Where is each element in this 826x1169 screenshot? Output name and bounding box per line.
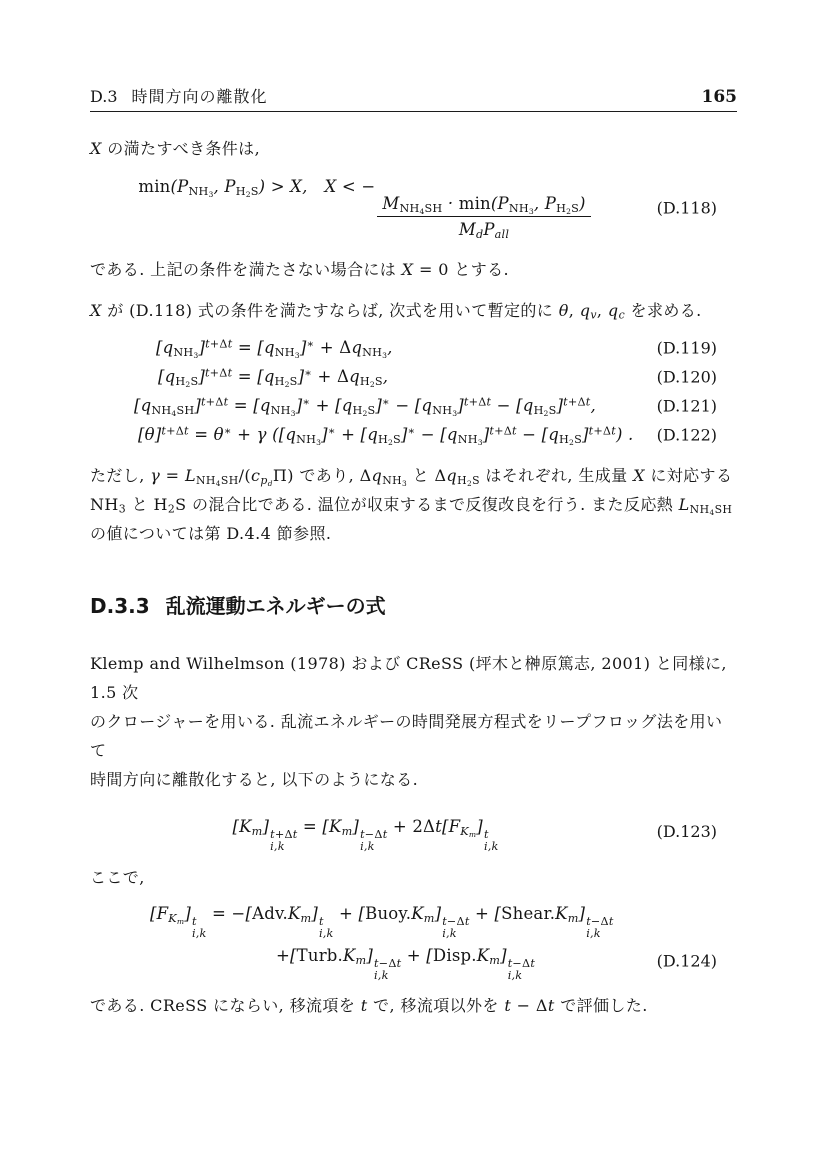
page-content (90, 0, 737, 1020)
subsection-number: D.3.3 (90, 594, 150, 619)
equation-d124-line2-body: $+[Turb.K_m]$ t−Δt i,k + $[Disp.K_m]$ t−Δt i,k (276, 945, 536, 982)
paragraph-if-satisfied: X が (D.118) 式の条件を満たすならば, 次式を用いて暫定的に θ, $q_v$, $q_c$ を求める. (90, 301, 702, 323)
paragraph-note-line-3: の値については第 D.4.4 節参照. (90, 524, 332, 544)
equation-d122 (90, 420, 737, 449)
paragraph-note-line-1: ただし, $\gamma = L_{NH_4SH}/(c_{p_d}\Pi)$ であり, $\Delta q_{NH_3}$ と $\Delta q_{H_2S}$ はそれぞれ, 生成量 X に対応する (90, 466, 733, 488)
paragraph-klemp-line-1: Klemp and Wilhelmson (1978) および CReSS (坪木と榊原篤志, 2001) と同様に, 1.5 次 (90, 654, 727, 703)
equation-d121 (90, 391, 737, 420)
equation-d119-body: $[q_{NH_3}]^{t+\Delta t} = [q_{NH_3}]^∗ + \Delta q_{NH_3}$, (156, 337, 393, 361)
equation-d120 (90, 362, 737, 391)
fraction-denominator: $M_dP_{all}$ (458, 220, 510, 242)
page-number: 165 (701, 87, 737, 107)
header-section-title: 時間方向の離散化 (131, 87, 268, 106)
equation-d123 (90, 810, 737, 853)
subsection-title: 乱流運動エネルギーの式 (165, 594, 386, 619)
equation-d118-fraction (377, 194, 590, 242)
equation-d122-body: $[\theta]^{t+\Delta t} = \theta^∗ + \gamma$ $([q_{NH_3}]^∗ + [q_{H_2S}]^∗ - [q_{NH_3}]^{t+\Delta t} - [q_{H_2S}]^{t+\Delta t})$ . (138, 424, 634, 448)
fraction-numerator: $M_{NH_4SH} \cdot \min(P_{NH_3}$, $P_{H_2S}$) (377, 194, 590, 217)
equation-number-d124: (D.124) (656, 951, 717, 971)
paragraph-note-gamma (90, 461, 737, 548)
equation-d124-line1-body: $[F_{K_m}]$ t i,k = $-[Adv.K_m]$ t i,k + $[Buoy.K_m]$ t−Δt i,k + $[Shear.K_m]$ t−Δt i,k (150, 904, 614, 940)
equation-number-d119: (D.119) (656, 338, 717, 358)
subsection-heading (90, 590, 737, 619)
paragraph-klemp-line-3: 時間方向に離散化すると, 以下のようになる. (90, 770, 419, 790)
equation-d124-line1 (90, 898, 737, 940)
equation-d121-body: $[q_{NH_4SH}]^{t+\Delta t} = [q_{NH_3}]^∗ + [q_{H_2S}]^∗ - [q_{NH_3}]^{t+\Delta t} - [q_{H_2S}]^{t+\Delta t}$, (134, 395, 596, 419)
equation-d124 (90, 898, 737, 981)
equation-number-d120: (D.120) (656, 367, 717, 387)
equation-number-d123: (D.123) (656, 821, 717, 841)
paragraph-klemp (90, 649, 737, 794)
equation-d120-body: $[q_{H_2S}]^{t+\Delta t} = [q_{H_2S}]^∗ + \Delta q_{H_2S}$, (158, 366, 389, 390)
equation-number-d121: (D.121) (656, 396, 717, 416)
equation-number-d118: (D.118) (656, 198, 717, 218)
paragraph-klemp-line-2: のクロージャーを用いる. 乱流エネルギーの時間発展方程式をリープフロッグ法を用いて (90, 712, 723, 761)
paragraph-otherwise-zero: である. 上記の条件を満たさない場合には X = 0 とする. (90, 260, 509, 280)
equation-d119 (90, 333, 737, 362)
equation-d123-body: $[K_m]$ t+Δt i,k = $[K_m]$ t−Δt i,k + $2\Delta t[F_{K_m}]$ t i,k (232, 817, 499, 854)
equation-group-d119-d122 (90, 333, 737, 449)
equation-d118-body (90, 177, 737, 242)
equation-d123-center (90, 810, 737, 853)
paragraph-here: ここで, (90, 868, 145, 887)
paragraph-condition-intro: X の満たすべき条件は, (90, 139, 261, 158)
running-header (90, 0, 737, 107)
header-section-number: D.3 (90, 87, 118, 106)
equation-d118-lhs: $\min(P_{NH_3}$, $P_{H_2S}) > X$, X < − (138, 177, 376, 199)
equation-d124-line2 (90, 940, 737, 982)
running-header-left (90, 84, 268, 107)
equation-d118 (90, 173, 737, 243)
paragraph-final: である. CReSS にならい, 移流項を t で, 移流項以外を t − Δt で評価した. (90, 996, 648, 1016)
equation-number-d122: (D.122) (656, 425, 717, 445)
header-rule (90, 111, 737, 112)
paragraph-note-line-2: $NH_3$ と $H_2S$ の混合比である. 温位が収束するまで反復改良を行う. また反応熱 $L_{NH_4SH}$ (90, 495, 733, 517)
